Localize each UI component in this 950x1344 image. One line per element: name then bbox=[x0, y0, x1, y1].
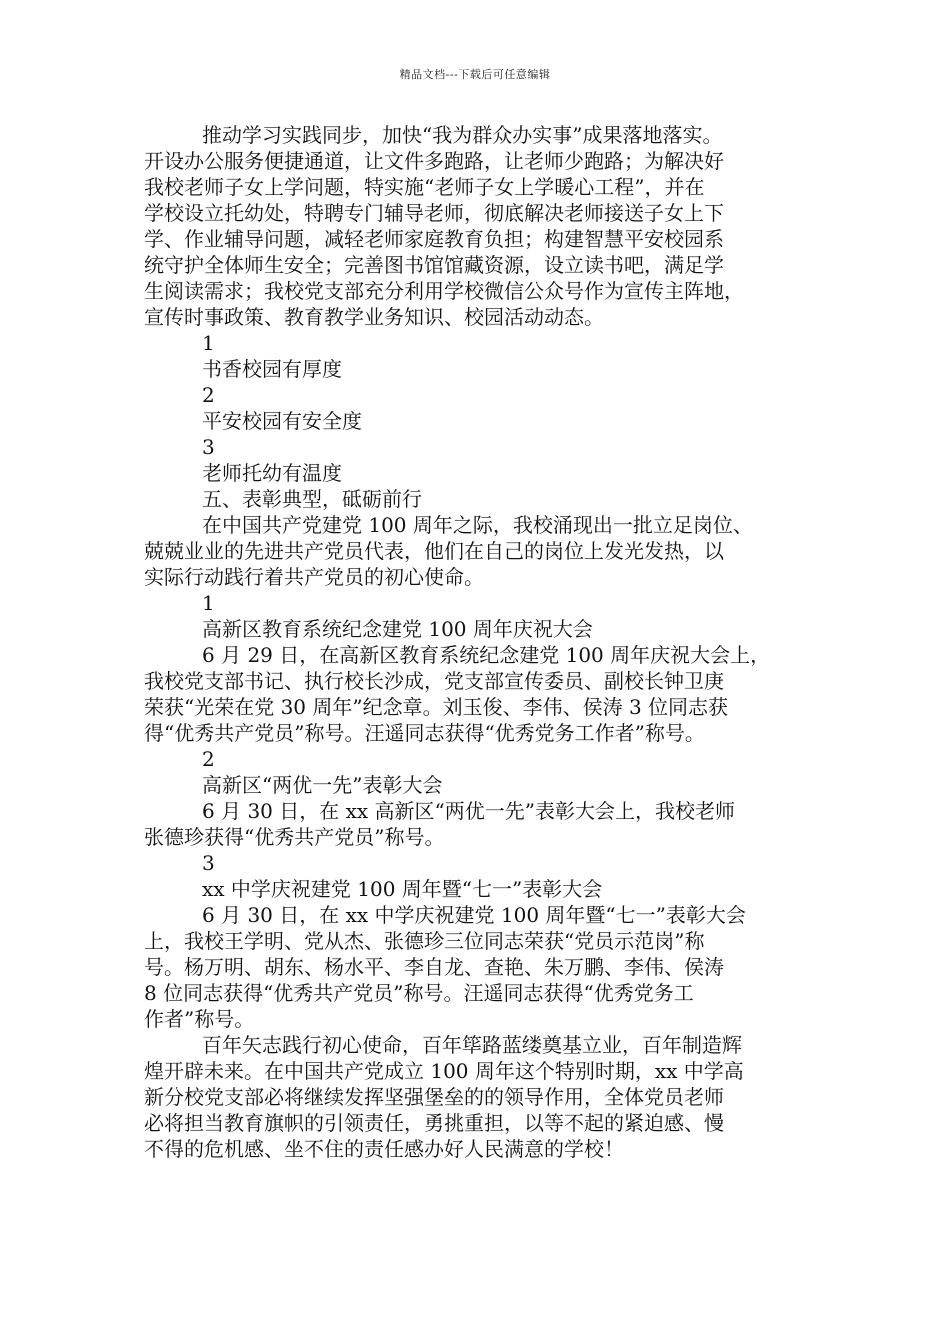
text-line: 8 位同志获得“优秀共产党员”称号。汪遥同志获得“优秀党务工 bbox=[144, 981, 694, 1005]
text-line: 6 月 29 日，在高新区教育系统纪念建党 100 周年庆祝大会上， bbox=[202, 643, 771, 667]
text-line: 开设办公服务便捷通道，让文件多跑路，让老师少跑路；为解决好 bbox=[144, 149, 724, 173]
text-line: 推动学习实践同步，加快“我为群众办实事”成果落地落实。 bbox=[202, 123, 723, 147]
text-line: 学、作业辅导问题，减轻老师家庭教育负担；构建智慧平安校园系 bbox=[144, 227, 724, 251]
text-line: 实际行动践行着共产党员的初心使命。 bbox=[144, 565, 484, 589]
text-line: 不得的危机感、坐不住的责任感办好人民满意的学校！ bbox=[144, 1137, 624, 1161]
text-line: 2 bbox=[202, 383, 215, 407]
document-body bbox=[144, 122, 820, 1162]
text-line: 必将担当教育旗帜的引领责任，勇挑重担，以等不起的紧迫感、慢 bbox=[144, 1111, 724, 1135]
text-line: 学校设立托幼处，特聘专门辅导老师，彻底解决老师接送子女上下 bbox=[144, 201, 724, 225]
text-line: 2 bbox=[202, 747, 215, 771]
text-line: 我校党支部书记、执行校长沙成，党支部宣传委员、副校长钟卫庚 bbox=[144, 669, 724, 693]
text-line: 1 bbox=[202, 331, 215, 355]
text-line: 新分校党支部必将继续发挥坚强堡垒的的领导作用，全体党员老师 bbox=[144, 1085, 724, 1109]
text-line: 在中国共产党建党 100 周年之际，我校涌现出一批立足岗位、 bbox=[202, 513, 753, 537]
text-line: 作者”称号。 bbox=[144, 1007, 255, 1031]
text-line: 号。杨万明、胡东、杨水平、李自龙、查艳、朱万鹏、李伟、侯涛 bbox=[144, 955, 724, 979]
text-line: 荣获“光荣在党 30 周年”纪念章。刘玉俊、李伟、侯涛 3 位同志获 bbox=[144, 695, 729, 719]
text-line: 百年矢志践行初心使命，百年筚路蓝缕奠基立业，百年制造辉 bbox=[202, 1033, 742, 1057]
text-line: 生阅读需求；我校党支部充分利用学校微信公众号作为宣传主阵地， bbox=[144, 279, 744, 303]
text-line: 书香校园有厚度 bbox=[202, 357, 342, 381]
text-line: 五、表彰典型，砥砺前行 bbox=[202, 487, 422, 511]
text-line: 老师托幼有温度 bbox=[202, 461, 342, 485]
text-line: 平安校园有安全度 bbox=[202, 409, 362, 433]
text-line: 6 月 30 日，在 xx 高新区“两优一先”表彰大会上，我校老师 bbox=[202, 799, 735, 823]
text-line: 张德珍获得“优秀共产党员”称号。 bbox=[144, 825, 445, 849]
text-line: xx 中学庆祝建党 100 周年暨“七一”表彰大会 bbox=[202, 877, 603, 901]
text-line: 高新区“两优一先”表彰大会 bbox=[202, 773, 443, 797]
text-line: 统守护全体师生安全；完善图书馆馆藏资源，设立读书吧，满足学 bbox=[144, 253, 724, 277]
text-line: 煌开辟未来。在中国共产党成立 100 周年这个特别时期，xx 中学高 bbox=[144, 1059, 744, 1083]
text-line: 宣传时事政策、教育教学业务知识、校园活动动态。 bbox=[144, 305, 604, 329]
text-line: 兢兢业业的先进共产党员代表，他们在自己的岗位上发光发热，以 bbox=[144, 539, 724, 563]
text-line: 3 bbox=[202, 435, 215, 459]
page-header: 精品文档---下载后可任意编辑 bbox=[399, 68, 551, 81]
text-line: 1 bbox=[202, 591, 215, 615]
text-line: 高新区教育系统纪念建党 100 周年庆祝大会 bbox=[202, 617, 593, 641]
text-line: 上，我校王学明、党从杰、张德珍三位同志荣获“党员示范岗”称 bbox=[144, 929, 705, 953]
text-line: 6 月 30 日，在 xx 中学庆祝建党 100 周年暨“七一”表彰大会 bbox=[202, 903, 746, 927]
text-line: 得“优秀共产党员”称号。汪遥同志获得“优秀党务工作者”称号。 bbox=[144, 721, 705, 745]
text-line: 3 bbox=[202, 851, 215, 875]
text-line: 我校老师子女上学问题，特实施“老师子女上学暖心工程”，并在 bbox=[144, 175, 705, 199]
